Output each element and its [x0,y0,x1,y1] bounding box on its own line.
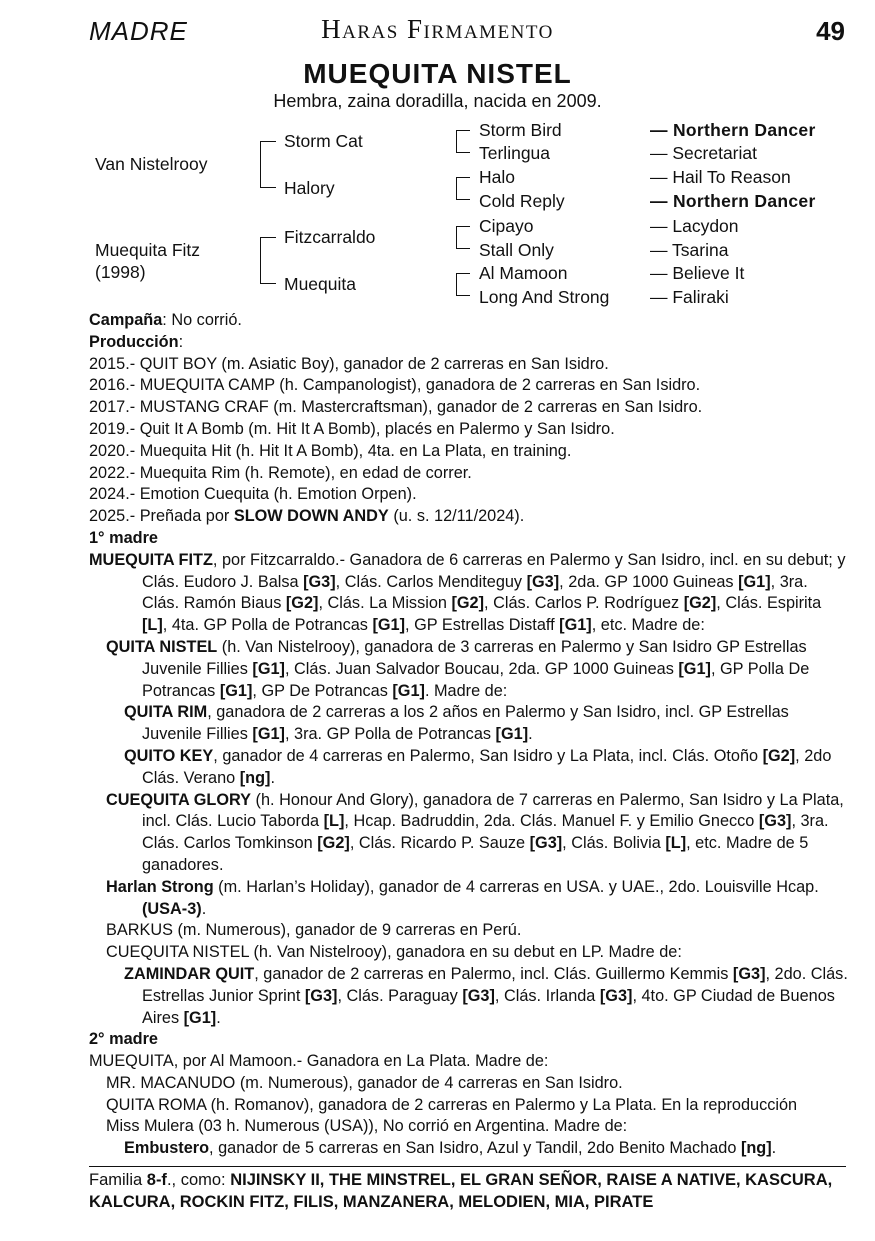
offspring-entry: Miss Mulera (03 h. Numerous (USA)), No corrió en Argentina. Madre de: [106,1117,628,1136]
pedigree-gen2: Muequita [284,274,356,294]
horse-name: QUITO KEY [124,746,214,765]
pedigree-dam-year: (1998) [95,262,146,282]
production-item: 2019.- Quit It A Bomb (m. Hit It A Bomb), placés en Palermo y San Isidro. [89,419,615,438]
production-label: Producción [89,332,179,351]
offspring-entry: Embustero, ganador de 5 carreras en San Isidro, Azul y Tandil, 2do Benito Machado [ng]. [124,1139,777,1158]
pedigree-gen3: Stall Only [479,240,554,260]
family-number: 8-f [146,1171,167,1189]
bracket-line [456,130,470,131]
bracket-line [456,295,470,296]
bracket-line [456,273,457,296]
bracket-line [456,226,470,227]
family-footer: Familia 8-f., como: NIJINSKY II, THE MINSTREL, EL GRAN SEÑOR, RAISE A NATIVE, KASCURA, KALCURA, ROCKIN FITZ, FILIS, MANZANERA, MELODIEN, MIA, PIRATE [89,1166,846,1213]
campaign-line [89,310,849,332]
pedigree-gen4: — Lacydon [650,216,739,236]
campaign-text: : No corrió. [162,311,242,329]
production-item: 2015.- QUIT BOY (m. Asiatic Boy), ganador de 2 carreras en San Isidro. [89,354,609,373]
pedigree-gen2: Storm Cat [284,131,363,151]
pedigree-gen3: Storm Bird [479,120,562,140]
pedigree-gen3: Halo [479,167,515,187]
pedigree-gen4: — Hail To Reason [650,167,791,187]
horse-name: Embustero [124,1139,210,1158]
horse-name: Harlan Strong [106,877,214,896]
pedigree-sire: Van Nistelrooy [95,154,208,174]
bracket-line [260,141,276,142]
page-number: 49 [816,16,845,46]
catalog-body [89,310,849,1160]
horse-name: MUEQUITA FITZ [89,550,213,569]
pedigree-gen3: Long And Strong [479,287,610,307]
offspring-entry: QUITA ROMA (h. Romanov), ganadora de 2 carreras en Palermo y La Plata. En la reproducción [106,1095,798,1114]
production-item: 2017.- MUSTANG CRAF (m. Mastercraftsman), ganador de 2 carreras en San Isidro. [89,398,703,417]
offspring-entry: QUITO KEY, ganador de 4 carreras en Palermo, San Isidro y La Plata, incl. Clás. Otoño [G2], 2do Clás. Verano [ng]. [124,746,832,787]
bracket-line [456,177,457,200]
offspring-entry: ZAMINDAR QUIT, ganador de 2 carreras en Palermo, incl. Clás. Guillermo Kemmis [G3], 2do. Clás. Estrellas Junior Sprint [G3], Clás. Paraguay [G3], Clás. Irlanda [G3], 4to. GP Ciudad de Buenos Aires [G1]. [124,964,848,1027]
offspring-entry: BARKUS (m. Numerous), ganador de 9 carreras en Perú. [106,921,522,940]
pedigree-gen3: Al Mamoon [479,263,568,283]
bracket-line [260,237,261,284]
offspring-entry: Harlan Strong (m. Harlan’s Holiday), ganador de 4 carreras en USA. y UAE., 2do. Louisville Hcap. (USA-3). [106,877,819,918]
pedigree-gen3: Cipayo [479,216,534,236]
pedigree-gen3: Cold Reply [479,191,565,211]
horse-name: CUEQUITA GLORY [106,790,252,809]
family-notables: NIJINSKY II, THE MINSTREL, EL GRAN SEÑOR, RAISE A NATIVE, KASCURA, KALCURA, ROCKIN FITZ, FILIS, MANZANERA, MELODIEN, MIA, PIRATE [89,1171,833,1211]
offspring-entry: CUEQUITA GLORY (h. Honour And Glory), ganadora de 7 carreras en Palermo, San Isidro y La Plata, incl. Clás. Lucio Taborda [L], Hcap. Badruddin, 2da. Clás. Manuel F. y Emilio Gnecco [G3], 3ra. Clás. Carlos Tomkinson [G2], Clás. Ricardo P. Sauze [G3], Clás. Bolivia [L], etc. Madre de 5 ganadores. [106,790,844,874]
pedigree-gen4: — Faliraki [650,287,729,307]
pedigree-gen3: Terlingua [479,143,551,163]
offspring-entry: QUITA RIM, ganadora de 2 carreras a los 2 años en Palermo y San Isidro, incl. GP Estrellas Juvenile Fillies [G1], 3ra. GP Polla de Potrancas [G1]. [124,703,789,744]
bracket-line [456,152,470,153]
pedigree-gen4: — Northern Dancer [650,191,816,211]
bracket-line [456,199,470,200]
page-subtitle: Hembra, zaina doradilla, nacida en 2009. [273,91,602,111]
first-dam-entry: MUEQUITA FITZ, por Fitzcarraldo.- Ganadora de 6 carreras en Palermo y San Isidro, incl. en su debut; y Clás. Eudoro J. Balsa [G3], Clás. Carlos Menditeguy [G3], 2da. GP 1000 Guineas [G1], 3ra. Clás. Ramón Biaus [G2], Clás. La Mission [G2], Clás. Carlos P. Rodríguez [G2], Clás. Espirita [L], 4ta. GP Polla de Potrancas [G1], GP Estrellas Distaff [G1], etc. Madre de: [89,550,846,635]
bracket-line [456,248,470,249]
pedigree-dam: Muequita Fitz [95,240,201,260]
bracket-line [260,187,276,188]
pedigree-gen4: — Tsarina [650,240,729,260]
offspring-entry: CUEQUITA NISTEL (h. Van Nistelrooy), ganadora en su debut en LP. Madre de: [106,943,682,962]
bracket-line [260,283,276,284]
bracket-line [456,273,470,274]
horse-name: QUITA RIM [124,703,208,722]
pedigree-gen2: Halory [284,178,335,198]
bracket-line [260,237,276,238]
farm-name: Haras Firmamento [321,14,554,44]
offspring-entry: QUITA NISTEL (h. Van Nistelrooy), ganadora de 3 carreras en Palermo y San Isidro GP Estrellas Juvenile Fillies [G1], Clás. Juan Salvador Boucau, 2da. GP 1000 Guineas [G1], GP Polla De Potrancas [G1], GP De Potrancas [G1]. Madre de: [106,637,810,700]
offspring-entry: MR. MACANUDO (m. Numerous), ganador de 4 carreras en San Isidro. [106,1073,623,1092]
second-dam-entry: MUEQUITA, por Al Mamoon.- Ganadora en La Plata. Madre de: [89,1052,549,1071]
production-item: 2016.- MUEQUITA CAMP (h. Campanologist), ganadora de 2 carreras en San Isidro. [89,376,701,395]
bracket-line [456,177,470,178]
covering-sire: SLOW DOWN ANDY [233,507,389,526]
page-title: MUEQUITA NISTEL [303,58,572,89]
second-dam-heading: 2° madre [89,1030,158,1049]
pedigree-gen4: — Secretariat [650,143,757,163]
pedigree-gen4: — Believe It [650,263,745,283]
section-label: MADRE [89,16,188,46]
pedigree-gen4: — Northern Dancer [650,120,816,140]
horse-name: QUITA NISTEL [106,637,218,656]
production-item: 2022.- Muequita Rim (h. Remote), en edad de correr. [89,463,472,482]
production-item: 2020.- Muequita Hit (h. Hit It A Bomb), 4ta. en La Plata, en training. [89,441,572,460]
production-item: 2024.- Emotion Cuequita (h. Emotion Orpen). [89,485,417,504]
production-item: 2025.- Preñada por SLOW DOWN ANDY (u. s. 12/11/2024). [89,507,525,526]
production-heading: Producción: [89,332,184,351]
pedigree-gen2: Fitzcarraldo [284,227,376,247]
first-dam-heading: 1° madre [89,528,158,547]
horse-name: ZAMINDAR QUIT [124,964,255,983]
bracket-line [456,226,457,249]
campaign-label: Campaña [89,311,163,329]
bracket-line [456,130,457,153]
bracket-line [260,141,261,188]
